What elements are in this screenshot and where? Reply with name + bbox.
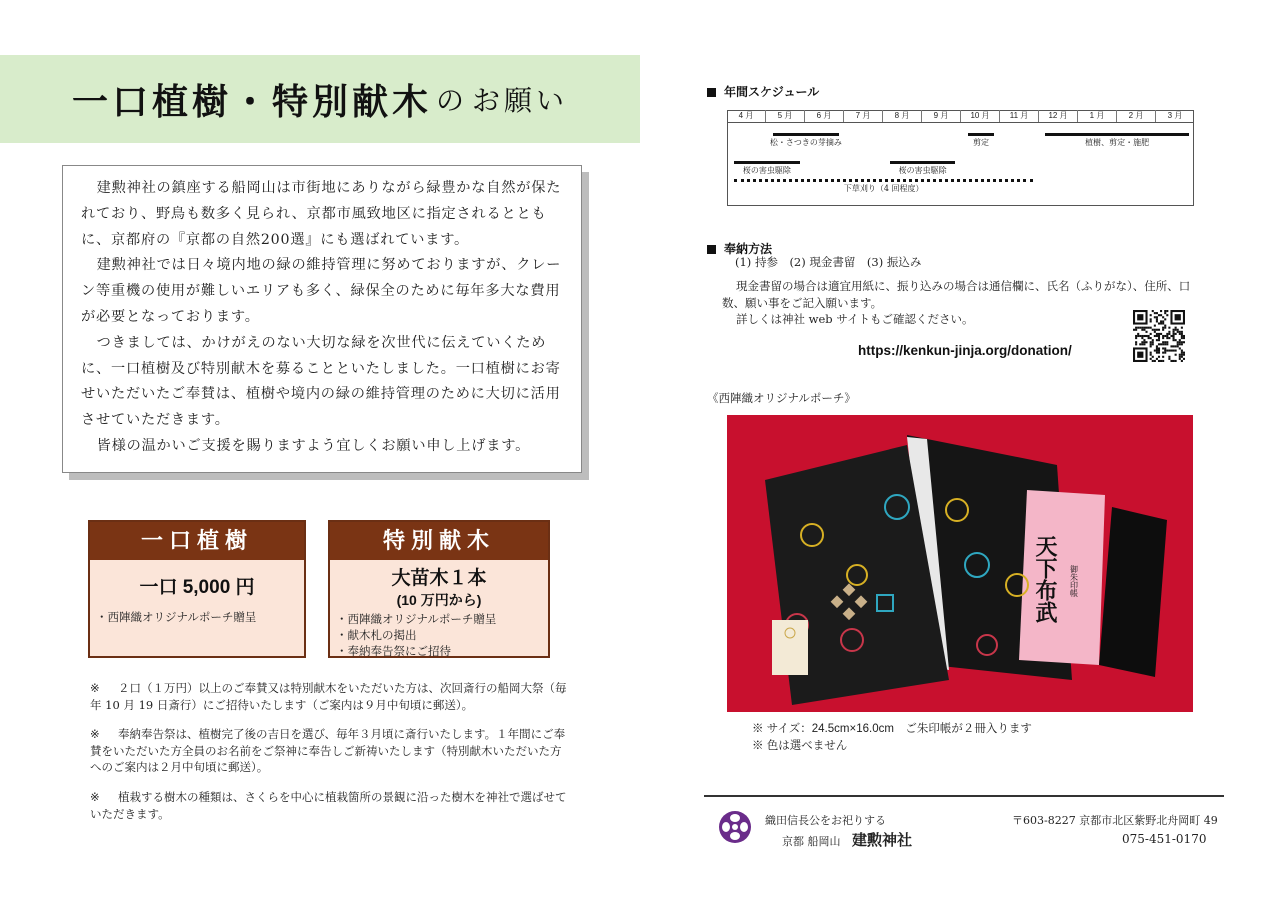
intro-paragraph-1: 建勲神社の鎮座する船岡山は市街地にありながら緑豊かな自然が保たれており、野鳥も数多く見られ、京都市風致地区に指定されるとともに、京都府の『京都の自然200選』にも選ばれています。 <box>81 180 562 248</box>
schedule-bar <box>890 161 956 164</box>
note-mark: ※ <box>90 790 100 804</box>
intro-paragraph-2: 建勲神社では日々境内地の緑の維持管理に努めておりますが、クレーン等重機の使用が難しいエリアも多く、緑保全のために毎年多大な費用が必要となっております。 <box>81 257 562 325</box>
schedule-bar <box>773 133 839 136</box>
pouch-heading: 《西陣織オリジナルポーチ》 <box>707 391 856 405</box>
schedule-bars <box>728 111 1193 205</box>
pouch-size-note: ※ サイズ：24.5cm×16.0cm ご朱印帳が２冊入ります <box>752 723 1032 735</box>
footer-shrine-name: 建勲神社 <box>852 831 913 849</box>
goshuin-book-black <box>1099 507 1167 677</box>
schedule-heading-text: 年間スケジュール <box>724 85 820 99</box>
title-particle: の <box>435 84 468 117</box>
schedule-bar <box>1045 133 1189 136</box>
footer-phone: 075-451-0170 <box>1122 832 1207 846</box>
card-tokubetsu-benefits <box>330 611 548 659</box>
card-ichiguchi-heading: 一口植樹 <box>90 522 304 560</box>
month-label: 6 月 <box>805 110 844 122</box>
month-label: 8 月 <box>883 110 922 122</box>
schedule-bar <box>968 133 995 136</box>
note-text: ２口（１万円）以上のご奉賛又は特別献木をいただいた方は、次回斎行の船岡大祭（毎年 10 月 19 日斎行）にご招待いたします（ご案内は９月中旬頃に郵送）。 <box>90 681 567 712</box>
benefit-item: ・奉納奉告祭にご招待 <box>336 644 451 658</box>
schedule-month-row <box>727 110 1194 123</box>
offering-detail-1: 現金書留の場合は適宜用紙に、振り込みの場合は通信欄に、氏名（ふりがな）、住所、口数、願い事をご記入願います。 <box>722 279 1191 310</box>
book-title: 天下布武 <box>1032 535 1058 623</box>
footer-divider <box>704 795 1224 797</box>
offering-methods: (1) 持参 (2) 現金書留 (3) 振込み <box>735 255 922 269</box>
card-ichiguchi-price: 一口 5,000 円 <box>139 577 255 598</box>
book-subtitle: 御朱印帳 <box>1069 565 1079 597</box>
intro-paragraph-4: 皆様の温かいご支援を賜りますよう宜しくお願い申し上げます。 <box>96 437 531 454</box>
pouch-photo <box>727 415 1193 712</box>
footer-location: 京都 船岡山 <box>782 835 841 848</box>
offering-detail-2: 詳しくは神社 web サイトもご確認ください。 <box>736 312 974 326</box>
pouch-illustration <box>727 415 1193 712</box>
schedule-bar-label: 松・さつきの芽摘み <box>769 138 842 147</box>
note-text: 奉納奉告祭は、植樹完了後の吉日を選び、毎年３月頃に斎行いたします。１年間にご奉賛をいただいた方全員のお名前をご祭神に奉告しご新祷いたします（特別献木いただいた方へのご案内は２月中旬頃に郵送）。 <box>90 727 566 774</box>
note-text: 植栽する樹木の種類は、さくらを中心に植栽箇所の景観に沿った樹木を神社で選ばせていただきます。 <box>90 790 567 821</box>
note-2 <box>90 726 570 776</box>
schedule-bar-label: 桜の害虫駆除 <box>898 166 947 175</box>
schedule-bar <box>734 179 1033 182</box>
note-1 <box>90 680 570 713</box>
footer-address: 〒603-8227 京都市北区紫野北舟岡町 49 <box>1012 814 1218 827</box>
footer-tagline: 織田信長公をお祀りする <box>765 814 886 827</box>
month-label: 3 月 <box>1167 111 1183 120</box>
month-label: 10 月 <box>961 110 1000 122</box>
square-bullet-icon <box>707 245 716 254</box>
month-label: 11 月 <box>1000 110 1039 122</box>
benefit-item: ・西陣織オリジナルポーチ贈呈 <box>96 610 257 624</box>
month-label: 1 月 <box>1078 110 1117 122</box>
note-mark: ※ <box>90 727 100 741</box>
card-tokubetsu-price-note: (10 万円から) <box>396 592 482 608</box>
square-bullet-icon <box>707 88 716 97</box>
schedule-bar-label: 下草刈り（4 回程度） <box>843 184 924 193</box>
intro-box <box>62 165 582 473</box>
month-label: 7 月 <box>844 110 883 122</box>
offering-heading-text: 奉納方法 <box>724 242 773 256</box>
schedule-heading <box>707 83 819 100</box>
schedule-bar-label: 植樹、剪定・施肥 <box>1085 138 1150 147</box>
qr-code-icon <box>1133 310 1185 362</box>
schedule-bar-label: 剪定 <box>972 138 989 147</box>
title-main: 一口植樹・特別献木 <box>71 80 432 123</box>
card-tokubetsu-price: 大苗木１本 <box>391 568 487 589</box>
schedule-chart <box>727 110 1194 206</box>
note-3 <box>90 789 570 822</box>
month-label: 5 月 <box>766 110 805 122</box>
benefit-item: ・献木札の掲出 <box>336 628 417 642</box>
month-label: 12 月 <box>1039 110 1078 122</box>
month-label: 2 月 <box>1117 110 1156 122</box>
donation-url-link[interactable]: https://kenkun-jinja.org/donation/ <box>858 343 1072 358</box>
title-suffix: お願い <box>472 84 569 117</box>
card-tokubetsu <box>328 520 550 658</box>
pouch-color-note: ※ 色は選べません <box>752 740 848 752</box>
month-label: 9 月 <box>922 110 961 122</box>
page-title <box>0 55 640 143</box>
month-label: 4 月 <box>727 110 766 122</box>
benefit-item: ・西陣織オリジナルポーチ贈呈 <box>336 612 497 626</box>
card-ichiguchi <box>88 520 306 658</box>
schedule-bar <box>734 161 800 164</box>
note-mark: ※ <box>90 681 100 695</box>
card-ichiguchi-benefits <box>90 609 304 625</box>
intro-paragraph-3: つきましては、かけがえのない大切な緑を次世代に伝えていくために、一口植樹及び特別献木を募ることといたしました。一口植樹にお寄せいただいたご奉賛は、植樹や境内の緑の維持管理のために大切に活用させていただきます。 <box>81 334 561 429</box>
schedule-bar-label: 桜の害虫駆除 <box>742 166 791 175</box>
card-tokubetsu-heading: 特別献木 <box>330 522 548 560</box>
shrine-crest-icon <box>718 810 752 844</box>
